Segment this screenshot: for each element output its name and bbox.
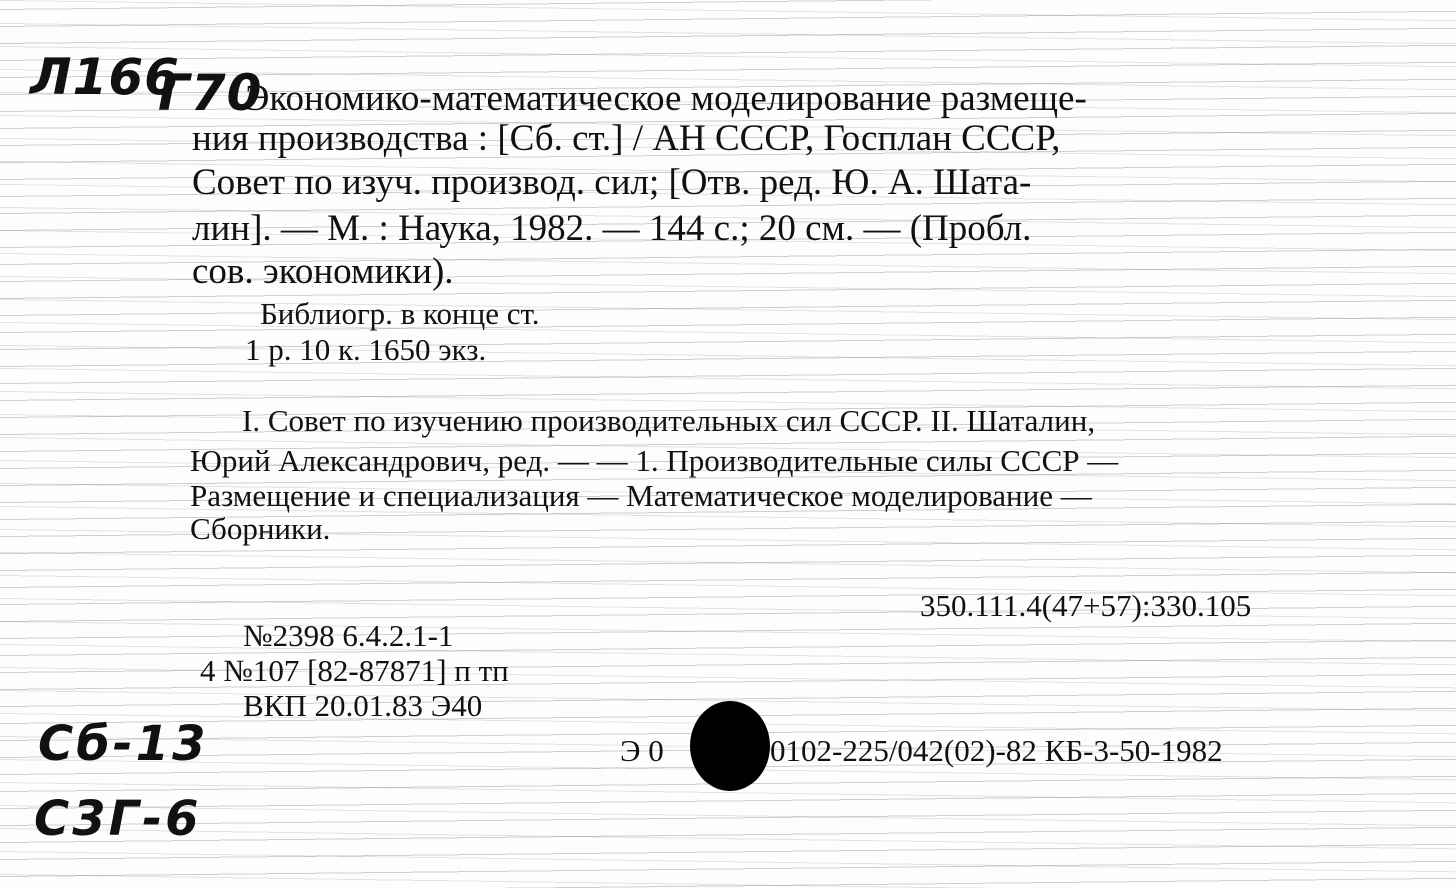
control-line-2: 4 №107 [82-87871] п тп <box>200 653 509 688</box>
classification-index: 350.111.4(47+57):330.105 <box>920 588 1252 623</box>
control-line-1: №2398 6.4.2.1-1 <box>243 618 454 653</box>
entry-line-3: Совет по изуч. производ. сил; [Отв. ред. Ю. А. Шата- <box>192 162 1032 203</box>
control-line-3: ВКП 20.01.83 Э40 <box>243 688 483 723</box>
entry-line-1: Экономико-математическое моделирование размеще- <box>245 78 1087 119</box>
entry-line-4: лин]. — М. : Наука, 1982. — 144 с.; 20 см. — (Пробл. <box>192 208 1032 249</box>
ink-blot <box>690 701 770 791</box>
code-suffix: 0102-225/042(02)-82 КБ-3-50-1982 <box>770 733 1223 768</box>
tracing-line-1: I. Совет по изучению производительных сил СССР. II. Шаталин, <box>242 403 1096 438</box>
tracing-line-3: Размещение и специализация — Математическое моделирование — <box>190 478 1092 513</box>
handwritten-shelf-mark-1: Сб-13 <box>38 716 209 772</box>
tracing-line-4: Сборники. <box>190 511 331 546</box>
code-prefix: Э 0 <box>620 733 664 768</box>
handwritten-index-mark: Л166 <box>30 48 180 106</box>
bibliography-note: Библиогр. в конце ст. <box>260 296 540 331</box>
price-copies: 1 р. 10 к. 1650 экз. <box>245 332 487 367</box>
entry-line-2: ния производства : [Сб. ст.] / АН СССР, Госплан СССР, <box>192 118 1061 159</box>
tracing-line-2: Юрий Александрович, ред. — — 1. Производительные силы СССР — <box>190 443 1119 478</box>
handwritten-shelf-mark-2: С3Г-6 <box>34 791 202 847</box>
handwritten-corrected-mark: Г70 <box>158 64 263 122</box>
entry-line-5: сов. экономики). <box>192 251 454 292</box>
